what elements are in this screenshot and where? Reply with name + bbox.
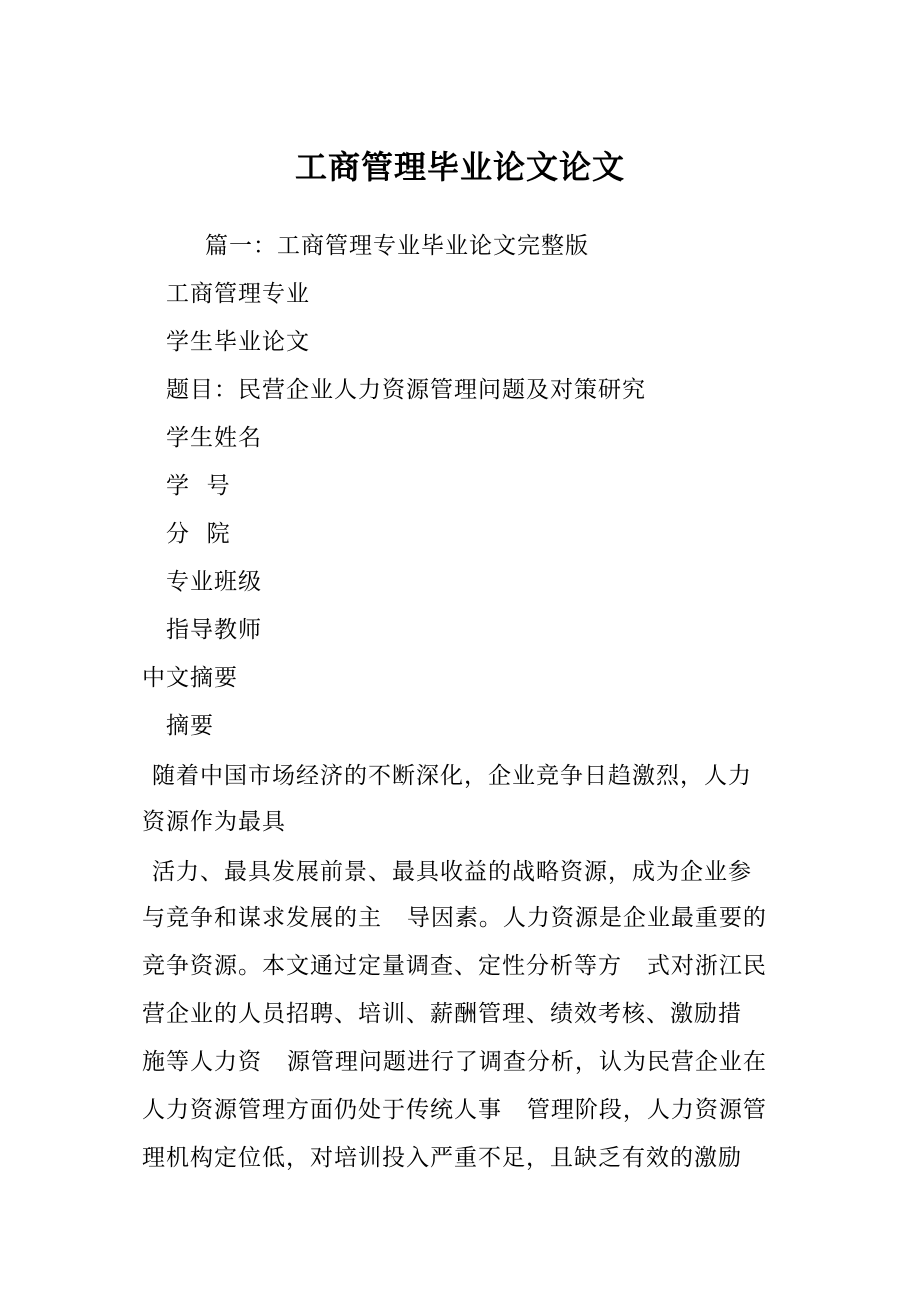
body-line: 竞争资源。本文通过定量调查、定性分析等方 式对浙江民	[142, 953, 767, 979]
body-line: 资源作为最具	[142, 809, 286, 835]
body-line: 与竞争和谋求发展的主 导因素。人力资源是企业最重要的	[142, 905, 767, 931]
body-line: 施等人力资 源管理问题进行了调查分析，认为民营企业在	[142, 1049, 767, 1075]
cover-line-thesis: 学生毕业论文	[166, 329, 310, 355]
body-line: 随着中国市场经济的不断深化，企业竞争日趋激烈，人力	[152, 763, 752, 789]
cover-line-topic: 题目：民营企业人力资源管理问题及对策研究	[166, 377, 646, 403]
abstract-label: 摘要	[166, 713, 214, 739]
chapter-heading: 篇一：工商管理专业毕业论文完整版	[205, 233, 589, 259]
body-line: 营企业的人员招聘、培训、薪酬管理、绩效考核、激励措	[142, 1001, 742, 1027]
cover-line-class: 专业班级	[166, 569, 262, 595]
body-line: 理机构定位低，对培训投入严重不足，且缺乏有效的激励	[142, 1145, 742, 1171]
section-heading: 中文摘要	[142, 665, 238, 691]
body-line: 人力资源管理方面仍处于传统人事 管理阶段，人力资源管	[142, 1097, 767, 1123]
cover-line-department: 分 院	[166, 521, 231, 547]
cover-line-student-name: 学生姓名	[166, 425, 262, 451]
cover-line-major: 工商管理专业	[166, 281, 310, 307]
body-line: 活力、最具发展前景、最具收益的战略资源，成为企业参	[152, 859, 752, 885]
cover-line-student-id: 学 号	[166, 473, 231, 499]
document-title: 工商管理毕业论文论文	[294, 148, 625, 186]
cover-line-advisor: 指导教师	[166, 617, 262, 643]
